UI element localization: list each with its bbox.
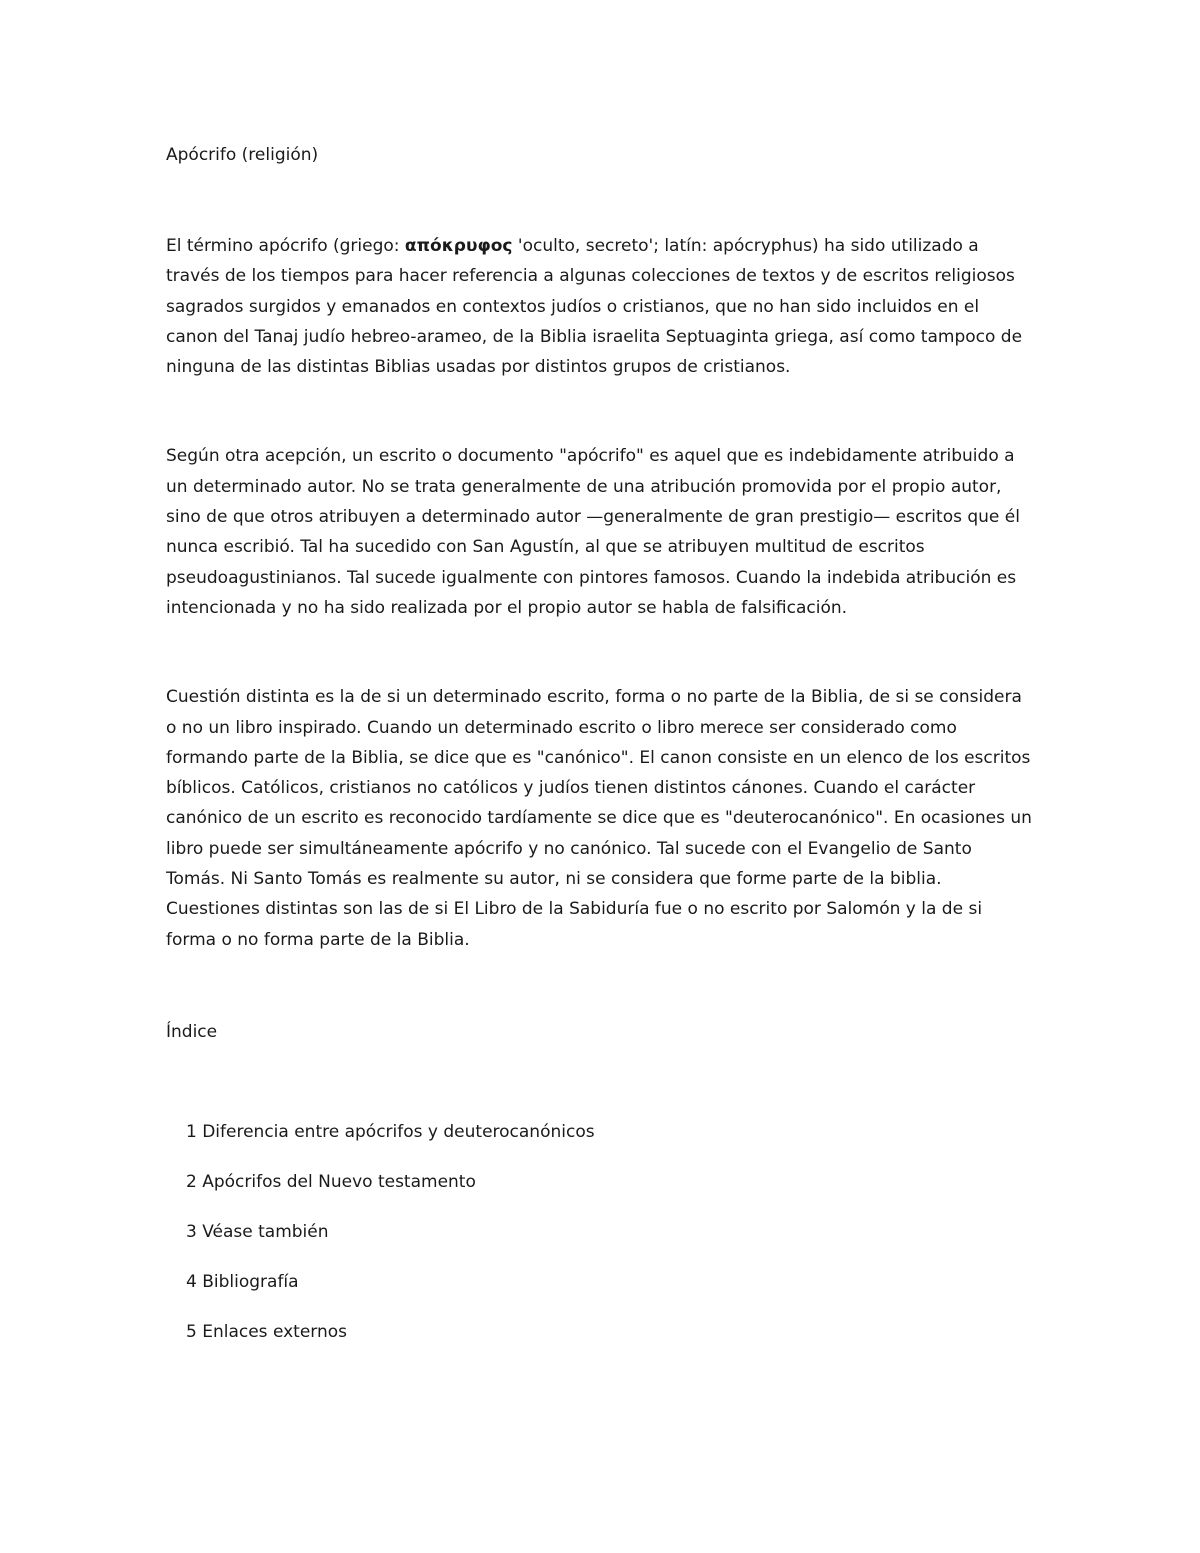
greek-term: απόκρυφος bbox=[404, 236, 513, 256]
paragraph-intro bbox=[166, 231, 1036, 382]
index-heading: Índice bbox=[166, 1021, 218, 1042]
document-page bbox=[166, 140, 1036, 1367]
toc-item[interactable]: 3 Véase también bbox=[186, 1221, 329, 1242]
paragraph-canon: Cuestión distinta es la de si un determinado escrito, forma o no parte de la Biblia, de si se considera o no un libro inspirado. Cuando un determinado escrito o libro merece ser considerado como formando parte de la Biblia, se dice que es "canónico". El canon consiste en un elenco de los escritos bíblicos. Católicos, cristianos no católicos y judíos tienen distintos cánones. Cuando el carácter canónico de un escrito es reconocido tardíamente se dice que es "deuterocanónico". En ocasiones un libro puede ser simultáneamente apócrifo y no canónico. Tal sucede con el Evangelio de Santo Tomás. Ni Santo Tomás es realmente su autor, ni se considera que forme parte de la biblia. Cuestiones distintas son las de si El Libro de la Sabiduría fue o no escrito por Salomón y la de si forma o no forma parte de la Biblia. bbox=[166, 687, 1032, 950]
paragraph-intro-text-start: El término apócrifo (griego: bbox=[166, 236, 405, 256]
toc-item[interactable]: 1 Diferencia entre apócrifos y deuterocanónicos bbox=[186, 1121, 595, 1142]
paragraph-attribution: Según otra acepción, un escrito o documento "apócrifo" es aquel que es indebidamente atribuido a un determinado autor. No se trata generalmente de una atribución promovida por el propio autor, sino de que otros atribuyen a determinado autor —generalmente de gran prestigio— escritos que él nunca escribió. Tal ha sucedido con San Agustín, al que se atribuyen multitud de escritos pseudoagustinianos. Tal sucede igualmente con pintores famosos. Cuando la indebida atribución es intencionada y no ha sido realizada por el propio autor se habla de falsificación. bbox=[166, 446, 1020, 618]
document-title: Apócrifo (religión) bbox=[166, 145, 319, 165]
toc-item[interactable]: 2 Apócrifos del Nuevo testamento bbox=[186, 1171, 476, 1192]
table-of-contents bbox=[166, 1117, 1036, 1347]
toc-item[interactable]: 5 Enlaces externos bbox=[186, 1321, 348, 1342]
paragraph-intro-text-end: 'oculto, secreto'; latín: apócryphus) ha sido utilizado a través de los tiempos para hacer referencia a algunas colecciones de textos y de escritos religiosos sagrados surgidos y emanados en contextos judíos o cristianos, que no han sido incluidos en el canon del Tanaj judío hebreo-arameo, de la Biblia israelita Septuaginta griega, así como tampoco de ninguna de las distintas Biblias usadas por distintos grupos de cristianos. bbox=[166, 236, 1023, 378]
toc-item[interactable]: 4 Bibliografía bbox=[186, 1271, 299, 1292]
